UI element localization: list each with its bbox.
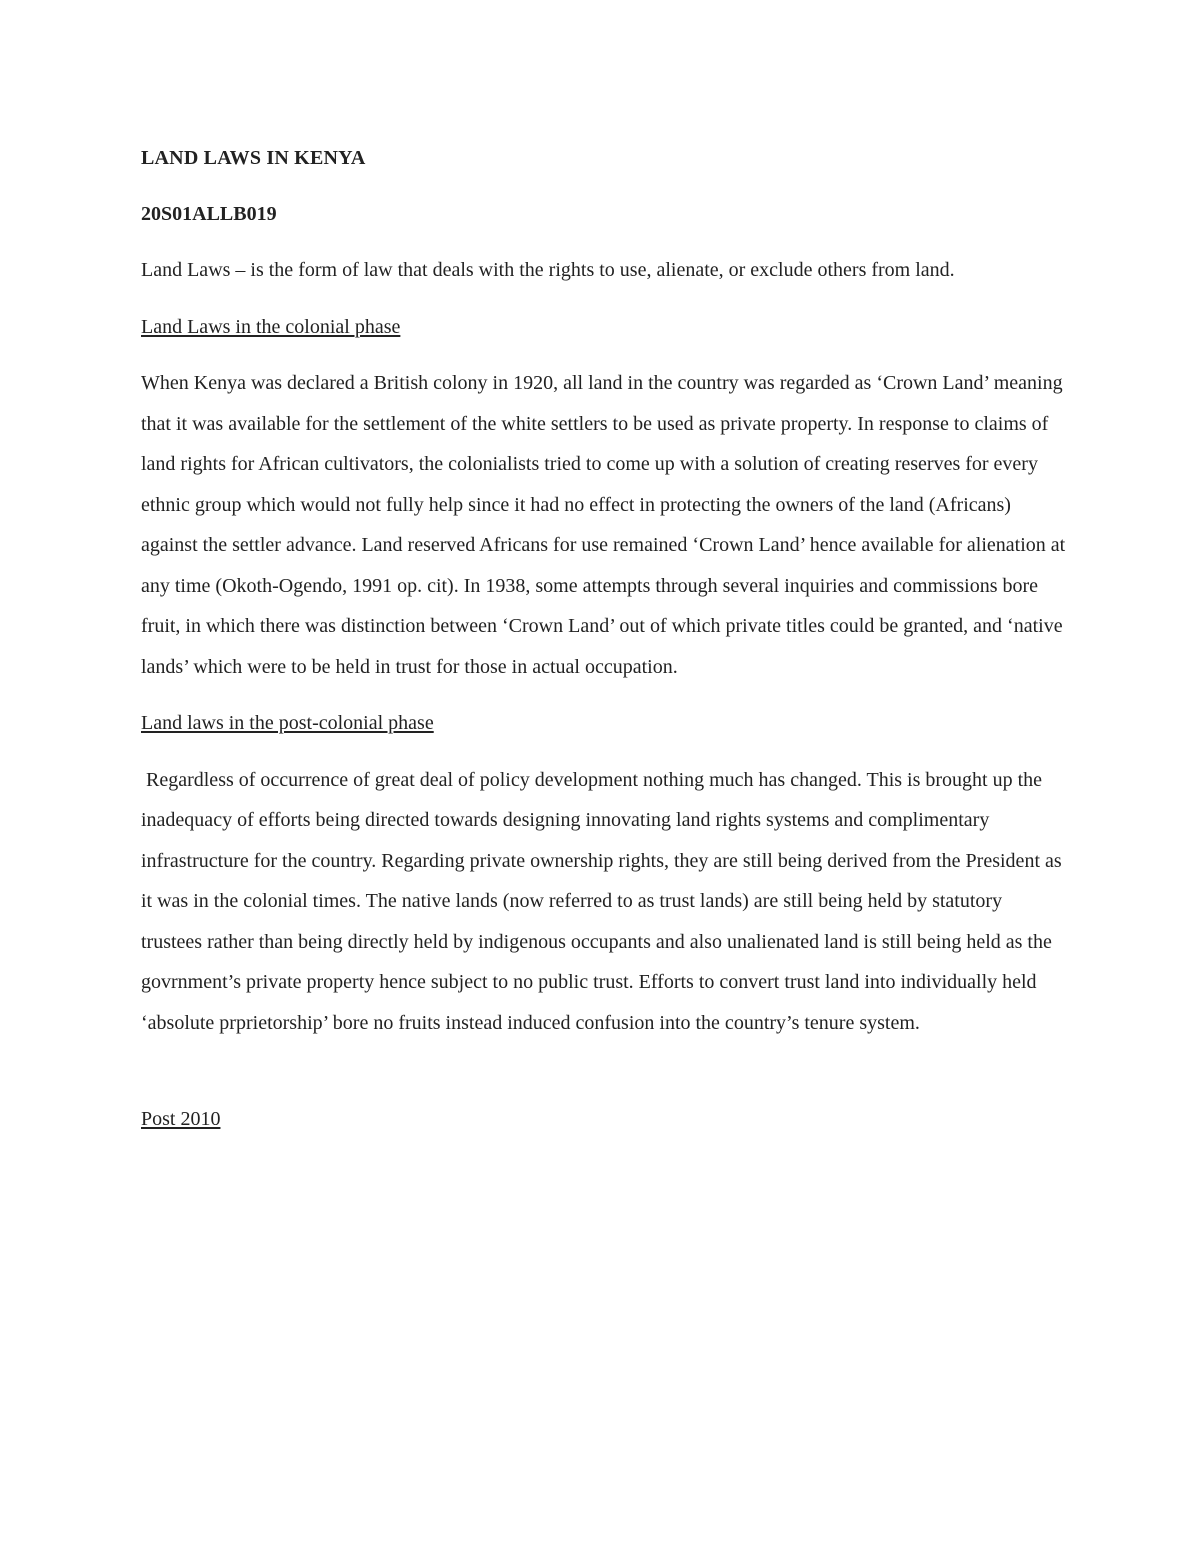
section-heading-colonial: Land Laws in the colonial phase (141, 315, 401, 338)
section-heading-post-colonial: Land laws in the post-colonial phase (141, 712, 434, 734)
document-content (141, 138, 1066, 1140)
document-title: LAND LAWS IN KENYA (141, 147, 366, 169)
section-body-colonial: When Kenya was declared a British colony in 1920, all land in the country was regarded as ‘Crown Land’ meaning that it was available for the settlement of the white settlers to be used as private property. In response to claims of land rights for African cultivators, the colonialists tried to come up with a solution of creating reserves for every ethnic group which would not fully help since it had no effect in protecting the owners of the land (Africans) against the settler advance. Land reserved Africans for use remained ‘Crown Land’ hence available for alienation at any time (Okoth-Ogendo, 1991 op. cit). In 1938, some attempts through several inquiries and commissions bore fruit, in which there was distinction between ‘Crown Land’ out of which private titles could be granted, and ‘native lands’ which were to be held in trust for those in actual occupation. (141, 372, 1066, 678)
student-code: 20S01ALLB019 (141, 203, 277, 225)
definition-paragraph: Land Laws – is the form of law that deals with the rights to use, alienate, or exclude others from land. (141, 259, 955, 281)
section-heading-post-2010: Post 2010 (141, 1108, 221, 1130)
section-body-post-colonial: Regardless of occurrence of great deal of policy development nothing much has changed. This is brought up the inadequacy of efforts being directed towards designing innovating land rights systems and complimentary infrastructure for the country. Regarding private ownership rights, they are still being derived from the President as it was in the colonial times. The native lands (now referred to as trust lands) are still being held by statutory trustees rather than being directly held by indigenous occupants and also unalienated land is still being held as the govrnment’s private property hence subject to no public trust. Efforts to convert trust land into individually held ‘absolute prprietorship’ bore no fruits instead induced confusion into the country’s tenure system. (141, 768, 1067, 1034)
